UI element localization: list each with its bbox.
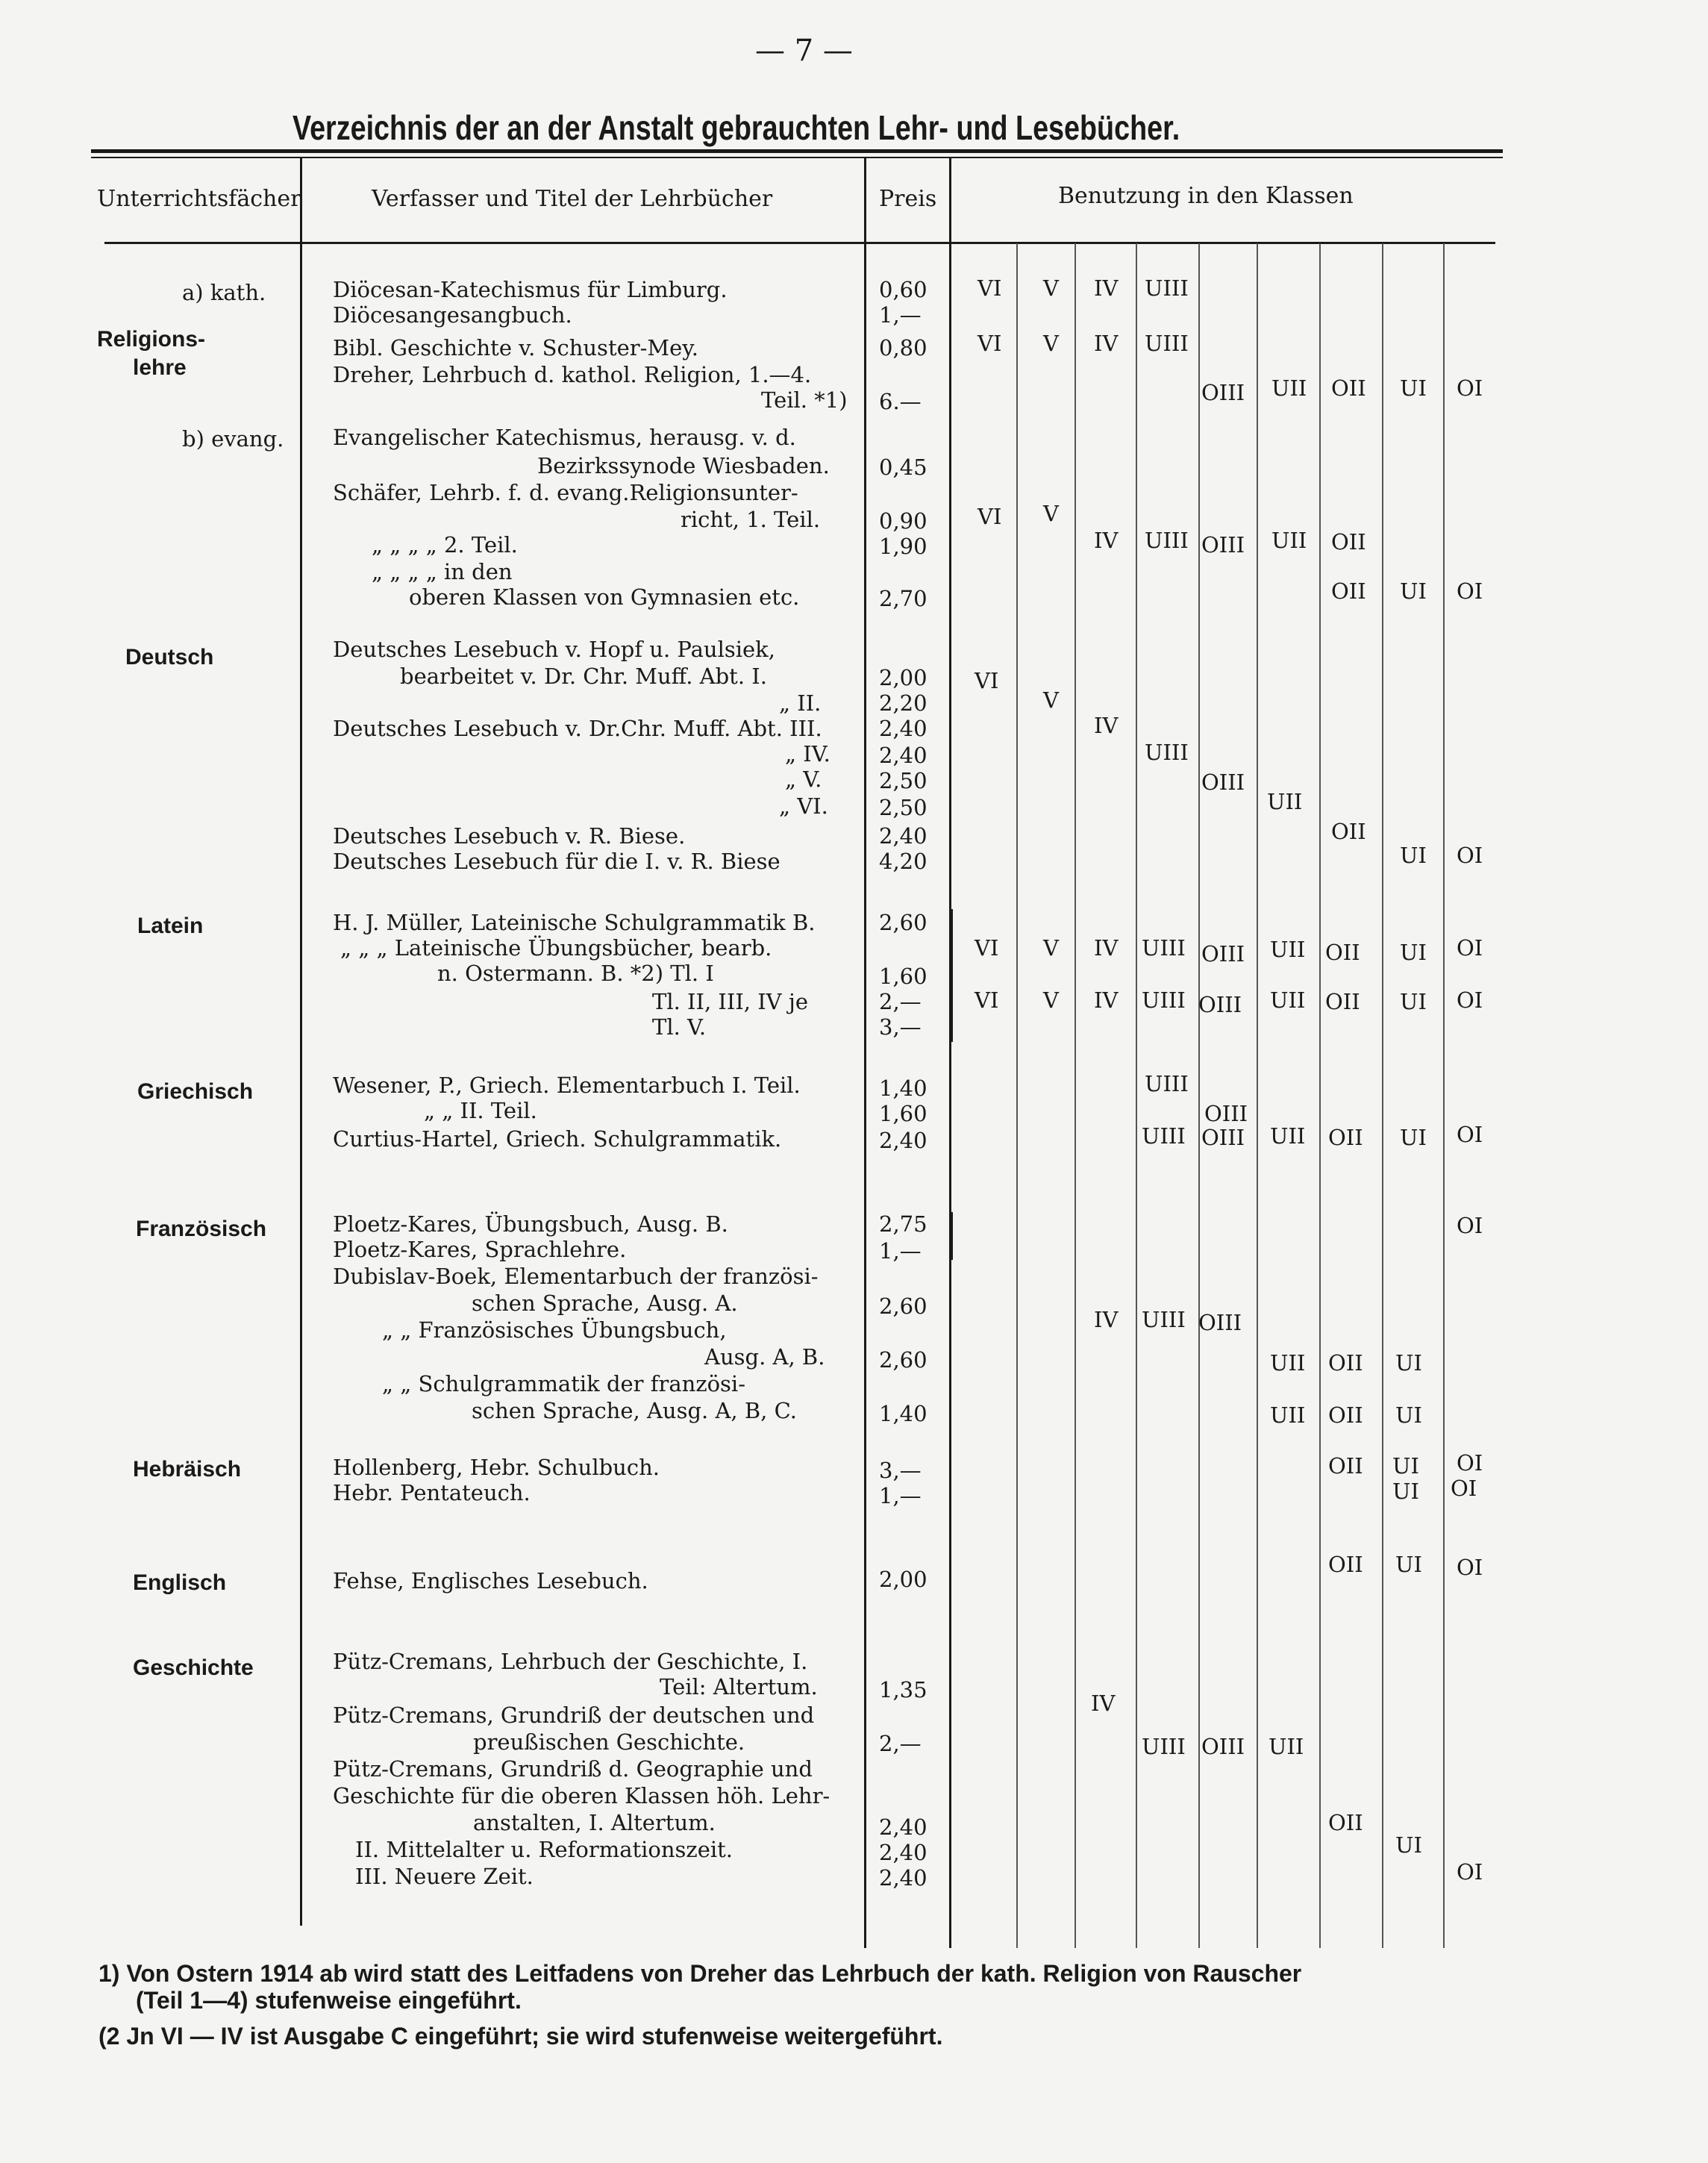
- class-mark: OI: [1457, 1213, 1483, 1238]
- book-line: Bibl. Geschichte v. Schuster-Mey.: [333, 335, 699, 360]
- book-line: Curtius-Hartel, Griech. Schulgrammatik.: [333, 1126, 782, 1152]
- class-mark: UI: [1392, 1479, 1419, 1504]
- class-mark: VI: [977, 504, 1002, 529]
- class-mark: OI: [1457, 935, 1483, 961]
- class-mark: VI: [975, 935, 999, 961]
- book-line: „ „ „ „ in den: [372, 559, 513, 584]
- class-mark: UIII: [1145, 1071, 1189, 1096]
- column-divider-price: [949, 157, 951, 1948]
- class-mark: OII: [1328, 1453, 1363, 1479]
- class-mark: V: [1043, 987, 1059, 1013]
- price: 2,40: [879, 743, 927, 768]
- price: 1,60: [879, 964, 927, 989]
- book-line: Deutsches Lesebuch v. Hopf u. Paulsiek,: [333, 637, 775, 662]
- book-line: Ploetz-Kares, Übungsbuch, Ausg. B.: [333, 1211, 728, 1237]
- book-line: Diöcesangesangbuch.: [333, 302, 572, 328]
- class-mark: OI: [1457, 1122, 1483, 1147]
- column-divider-author: [864, 157, 866, 1948]
- price: 2,60: [879, 1347, 927, 1373]
- class-divider-5: [1257, 243, 1258, 1948]
- class-divider-6: [1319, 243, 1321, 1948]
- price: 1,60: [879, 1101, 927, 1126]
- class-mark: OIII: [1198, 992, 1242, 1017]
- subject-latein: Latein: [137, 914, 204, 938]
- book-line: Diöcesan-Katechismus für Limburg.: [333, 277, 728, 302]
- subject-franzoesisch: Französisch: [136, 1217, 267, 1241]
- class-mark: IV: [1094, 331, 1119, 356]
- book-line: H. J. Müller, Lateinische Schulgrammatik B.: [333, 910, 816, 935]
- header-bottom-rule: [104, 242, 1495, 244]
- price: 1,—: [879, 302, 922, 328]
- class-divider-8: [1443, 243, 1445, 1948]
- book-line: Geschichte für die oberen Klassen höh. Lehr-: [333, 1783, 830, 1808]
- book-line: „ „ II. Teil.: [424, 1098, 537, 1123]
- subject-hebraeisch: Hebräisch: [133, 1457, 242, 1482]
- class-mark: OI: [1451, 1476, 1477, 1501]
- class-mark: UIII: [1142, 1734, 1186, 1759]
- class-mark: OIII: [1204, 1101, 1248, 1126]
- class-mark: OIII: [1201, 941, 1245, 967]
- class-mark: OII: [1328, 1402, 1363, 1428]
- class-mark: UI: [1400, 578, 1427, 604]
- price: 2,50: [879, 795, 927, 820]
- class-mark: IV: [1094, 1307, 1119, 1332]
- footnote-2: (2 Jn VI — IV ist Ausgabe C eingeführt; sie wird stufenweise weitergeführt.: [98, 2023, 943, 2050]
- book-line: „ „ Französisches Übungsbuch,: [382, 1317, 727, 1343]
- class-mark: OI: [1457, 1450, 1483, 1476]
- price: 2,40: [879, 1840, 927, 1865]
- class-mark: IV: [1094, 275, 1119, 301]
- class-mark: UIII: [1142, 1123, 1186, 1149]
- subject-kath: a) kath.: [182, 280, 266, 305]
- price: 1,—: [879, 1238, 922, 1264]
- book-line: „ V.: [785, 767, 822, 792]
- class-mark: UI: [1400, 843, 1427, 868]
- header-subjects: Unterrichtsfächer: [97, 186, 301, 212]
- class-mark: UIII: [1142, 1307, 1186, 1332]
- book-line: anstalten, I. Altertum.: [473, 1810, 716, 1835]
- book-line: Bezirkssynode Wiesbaden.: [537, 453, 830, 478]
- book-line: Tl. V.: [652, 1014, 707, 1040]
- footnote-1: 1) Von Ostern 1914 ab wird statt des Leitfadens von Dreher das Lehrbuch der kath. Religion von Rauscher: [98, 1960, 1302, 1987]
- book-line: oberen Klassen von Gymnasien etc.: [409, 584, 800, 610]
- table-top-rule: [91, 149, 1503, 153]
- class-mark: UIII: [1142, 935, 1186, 961]
- price: 1,40: [879, 1401, 927, 1426]
- class-mark: IV: [1091, 1691, 1116, 1716]
- price: 2,40: [879, 716, 927, 741]
- book-line: „ IV.: [785, 741, 830, 767]
- class-mark: IV: [1094, 528, 1119, 553]
- book-line: Dubislav-Boek, Elementarbuch der französi-: [333, 1264, 819, 1289]
- price: 1,—: [879, 1483, 922, 1508]
- class-mark: OIII: [1201, 380, 1245, 405]
- price: 1,40: [879, 1076, 927, 1101]
- page-title: Verzeichnis der an der Anstalt gebrauchten Lehr- und Lesebücher.: [293, 108, 1180, 147]
- class-mark: IV: [1094, 935, 1119, 961]
- class-mark: UII: [1267, 789, 1303, 814]
- book-line: „ „ „ Lateinische Übungsbücher, bearb.: [340, 935, 772, 961]
- price: 2,20: [879, 690, 927, 716]
- price: 1,35: [879, 1677, 927, 1702]
- book-line: n. Ostermann. B. *2) Tl. I: [437, 961, 714, 986]
- class-divider-7: [1382, 243, 1383, 1948]
- book-line: Deutsches Lesebuch v. Dr.Chr. Muff. Abt. III.: [333, 716, 822, 741]
- class-mark: OI: [1457, 578, 1483, 604]
- class-mark: UIII: [1145, 528, 1189, 553]
- price: 6.—: [879, 389, 922, 414]
- class-mark: OII: [1331, 578, 1366, 604]
- book-line: schen Sprache, Ausg. A.: [472, 1290, 738, 1316]
- class-mark: OI: [1457, 375, 1483, 401]
- price: 2,00: [879, 1567, 927, 1592]
- class-mark: UII: [1270, 987, 1306, 1013]
- subject-evang: b) evang.: [182, 426, 284, 452]
- class-mark: OI: [1457, 843, 1483, 868]
- class-divider-1: [1016, 243, 1018, 1948]
- price: 2,00: [879, 665, 927, 690]
- price: 3,—: [879, 1458, 922, 1483]
- class-mark: V: [1043, 935, 1059, 961]
- price: 2,40: [879, 1128, 927, 1153]
- class-mark: OI: [1457, 1555, 1483, 1580]
- book-line: „ VI.: [779, 793, 828, 819]
- class-mark: IV: [1094, 713, 1119, 738]
- book-line: Pütz-Cremans, Lehrbuch der Geschichte, I.: [333, 1649, 808, 1674]
- price: 0,90: [879, 508, 927, 534]
- class-mark: OII: [1328, 1552, 1363, 1577]
- class-divider-3: [1136, 243, 1137, 1948]
- price: 2,60: [879, 1293, 927, 1319]
- class-mark: UII: [1270, 937, 1306, 962]
- book-line: bearbeitet v. Dr. Chr. Muff. Abt. I.: [400, 664, 767, 689]
- class-mark: UI: [1400, 1125, 1427, 1150]
- book-line: „ II.: [779, 690, 822, 716]
- subject-religion: Religions-: [97, 327, 206, 352]
- class-mark: UII: [1270, 1350, 1306, 1376]
- price: 2,75: [879, 1211, 927, 1237]
- page-number: — 7 —: [755, 34, 853, 68]
- book-line: Deutsches Lesebuch für die I. v. R. Biese: [333, 849, 781, 874]
- class-mark: OIII: [1201, 532, 1245, 558]
- book-line: Teil: Altertum.: [660, 1674, 818, 1700]
- class-mark: UIII: [1145, 740, 1189, 765]
- class-mark: UI: [1392, 1453, 1419, 1479]
- class-mark: OIII: [1201, 1734, 1245, 1759]
- price: 2,40: [879, 823, 927, 849]
- table-top-rule-thin: [91, 157, 1503, 158]
- class-mark: VI: [977, 331, 1002, 356]
- class-mark: V: [1043, 501, 1059, 526]
- price: 0,60: [879, 277, 927, 302]
- class-mark: UI: [1400, 940, 1427, 965]
- book-line: Hollenberg, Hebr. Schulbuch.: [333, 1455, 660, 1480]
- class-mark: OI: [1457, 1859, 1483, 1885]
- subject-griechisch: Griechisch: [137, 1079, 254, 1104]
- class-mark: V: [1043, 331, 1059, 356]
- header-usage: Benutzung in den Klassen: [1058, 183, 1354, 209]
- book-line: Wesener, P., Griech. Elementarbuch I. Teil.: [333, 1073, 801, 1098]
- price: 2,—: [879, 989, 922, 1014]
- book-line: III. Neuere Zeit.: [355, 1864, 534, 1889]
- book-line: Deutsches Lesebuch v. R. Biese.: [333, 823, 686, 849]
- class-mark: UII: [1271, 528, 1307, 553]
- header-price: Preis: [879, 186, 937, 212]
- book-line: II. Mittelalter u. Reformationszeit.: [355, 1837, 733, 1862]
- subject-deutsch: Deutsch: [125, 645, 214, 670]
- book-line: preußischen Geschichte.: [473, 1729, 745, 1755]
- class-mark: OIII: [1198, 1310, 1242, 1335]
- class-mark: UIII: [1145, 331, 1189, 356]
- book-line: schen Sprache, Ausg. A, B, C.: [472, 1398, 797, 1423]
- footnote-1-continued: (Teil 1—4) stufenweise eingeführt.: [136, 1987, 522, 2014]
- price: 2,50: [879, 768, 927, 793]
- class-mark: V: [1043, 275, 1059, 301]
- book-line: Ploetz-Kares, Sprachlehre.: [333, 1237, 627, 1262]
- book-line: Teil. *1): [761, 387, 848, 413]
- class-mark: VI: [977, 275, 1002, 301]
- class-mark: OII: [1331, 529, 1366, 555]
- class-mark: OII: [1331, 375, 1366, 401]
- class-mark: UII: [1269, 1734, 1304, 1759]
- book-line: „ „ Schulgrammatik der französi-: [382, 1371, 746, 1396]
- subject-englisch: Englisch: [133, 1570, 227, 1595]
- column-divider-subjects-lower: [300, 1045, 302, 1926]
- class-mark: UI: [1395, 1552, 1422, 1577]
- price: 2,40: [879, 1814, 927, 1840]
- class-mark: VI: [975, 987, 999, 1013]
- price: 2,60: [879, 910, 927, 935]
- book-line: Dreher, Lehrbuch d. kathol. Religion, 1.—4.: [333, 362, 812, 387]
- bracket-line: [951, 909, 953, 1042]
- class-mark: VI: [975, 668, 999, 693]
- class-mark: V: [1043, 687, 1059, 713]
- price: 3,—: [879, 1014, 922, 1040]
- class-mark: UII: [1271, 375, 1307, 401]
- book-line: Pütz-Cremans, Grundriß d. Geographie und: [333, 1756, 813, 1782]
- book-line: Pütz-Cremans, Grundriß der deutschen und: [333, 1702, 815, 1728]
- class-divider-4: [1198, 243, 1200, 1948]
- class-mark: OII: [1328, 1125, 1363, 1150]
- class-mark: UII: [1270, 1402, 1306, 1428]
- book-line: Fehse, Englisches Lesebuch.: [333, 1568, 648, 1594]
- class-mark: UIII: [1142, 987, 1186, 1013]
- class-mark: UIII: [1145, 275, 1189, 301]
- column-divider-subjects: [300, 157, 302, 1164]
- class-mark: OIII: [1201, 770, 1245, 795]
- class-mark: UI: [1400, 989, 1427, 1014]
- book-line: Ausg. A, B.: [704, 1344, 825, 1370]
- class-mark: IV: [1094, 987, 1119, 1013]
- price: 0,45: [879, 455, 927, 480]
- class-mark: OII: [1331, 819, 1366, 844]
- price: 2,70: [879, 586, 927, 611]
- price: 0,80: [879, 335, 927, 360]
- price: 1,90: [879, 534, 927, 559]
- class-divider-2: [1074, 243, 1076, 1948]
- book-line: Tl. II, III, IV je: [652, 989, 808, 1014]
- bracket-line: [951, 1212, 953, 1260]
- class-mark: OII: [1325, 989, 1360, 1014]
- book-line: „ „ „ „ 2. Teil.: [372, 532, 518, 558]
- book-line: Schäfer, Lehrb. f. d. evang.Religionsunter-: [333, 480, 798, 505]
- class-mark: UI: [1395, 1402, 1422, 1428]
- class-mark: UI: [1395, 1350, 1422, 1376]
- class-mark: UII: [1270, 1123, 1306, 1149]
- class-mark: OI: [1457, 987, 1483, 1013]
- book-line: Hebr. Pentateuch.: [333, 1480, 531, 1505]
- class-mark: OII: [1328, 1810, 1363, 1835]
- class-mark: OIII: [1201, 1125, 1245, 1150]
- price: 2,—: [879, 1731, 922, 1756]
- subject-religion-2: lehre: [133, 355, 187, 380]
- book-line: Evangelischer Katechismus, herausg. v. d.: [333, 425, 796, 450]
- class-mark: UI: [1400, 375, 1427, 401]
- price: 2,40: [879, 1865, 927, 1891]
- class-mark: OII: [1328, 1350, 1363, 1376]
- class-mark: OII: [1325, 940, 1360, 965]
- book-line: richt, 1. Teil.: [681, 507, 821, 532]
- subject-geschichte: Geschichte: [133, 1655, 254, 1680]
- class-mark: UI: [1395, 1832, 1422, 1858]
- price: 4,20: [879, 849, 927, 874]
- header-author-title: Verfasser und Titel der Lehrbücher: [372, 186, 773, 212]
